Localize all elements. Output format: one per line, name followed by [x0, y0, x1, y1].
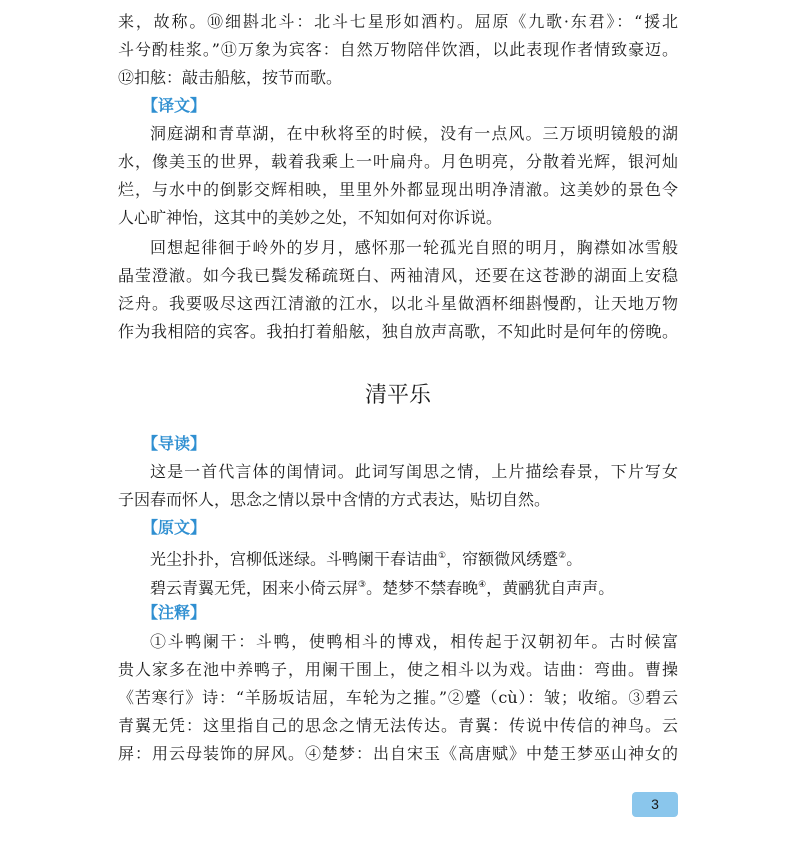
note-line: 青翼无凭：这里指自己的思念之情无法传达。青翼：传说中传信的神鸟。云	[118, 716, 678, 735]
notes-heading: 【注释】	[142, 603, 207, 622]
poem-verse-1	[150, 542, 582, 570]
translation-line: 回想起徘徊于岭外的岁月，感怀那一轮孤光自照的明月，胸襟如冰雪般	[150, 238, 678, 257]
translation-line: 洞庭湖和青草湖，在中秋将至的时候，没有一点风。三万顷明镜般的湖	[150, 124, 678, 143]
translation-heading: 【译文】	[142, 96, 207, 115]
translation-line: 晶莹澄澈。如今我已鬓发稀疏斑白、两袖清风，还要在这苍渺的湖面上安稳	[118, 266, 678, 285]
note-line: ①斗鸭阑干：斗鸭，使鸭相斗的博戏，相传起于汉朝初年。古时候富	[150, 632, 678, 651]
note-line: 屏：用云母装饰的屏风。④楚梦：出自宋玉《高唐赋》中楚王梦巫山神女的	[118, 744, 678, 763]
note-line: 《苦寒行》诗：“羊肠坂诘屈，车轮为之摧。”②蹙（cù）：皱；收缩。③碧云	[118, 688, 678, 707]
verse-text: 碧云青翼无凭，困来小倚云屏	[150, 578, 359, 598]
verse-text: ，帘额微风绣蹙	[446, 549, 559, 569]
guide-line: 这是一首代言体的闺情词。此词写闺思之情，上片描绘春景，下片写女	[150, 462, 678, 481]
verse-text: 光尘扑扑，宫柳低迷绿。斗鸭阑干春诘曲	[150, 549, 439, 569]
guide-heading: 【导读】	[142, 434, 207, 453]
note-line: 斗兮酌桂浆。”⑪万象为宾客：自然万物陪伴饮酒，以此表现作者情致豪迈。	[118, 40, 678, 59]
note-line: 来，故称。⑩细斟北斗：北斗七星形如酒杓。屈原《九歌·东君》：“援北	[118, 12, 678, 31]
footnote-mark: ④	[478, 580, 487, 590]
translation-line: 烂，与水中的倒影交辉相映，里里外外都显现出明净清澈。这美妙的景色令	[118, 180, 678, 199]
guide-line: 子因春而怀人，思念之情以景中含情的方式表达，贴切自然。	[118, 490, 551, 509]
verse-text: ，黄鹂犹自声声。	[486, 578, 615, 598]
translation-line: 人心旷神怡，这其中的美妙之处，不知如何对你诉说。	[118, 208, 503, 227]
footnote-mark: ③	[358, 580, 367, 590]
poem-verse-2	[150, 571, 614, 599]
translation-line: 作为我相陪的宾客。我拍打着船舷，独自放声高歌，不知此时是何年的傍晚。	[118, 322, 678, 341]
original-heading: 【原文】	[142, 518, 207, 537]
poem-title: 清平乐	[364, 383, 431, 408]
note-line: 贵人家多在池中养鸭子，用阑干围上，使之相斗以为戏。诘曲：弯曲。曹操	[118, 660, 678, 679]
footnote-mark: ①	[438, 551, 447, 561]
verse-text: 。楚梦不禁春晚	[366, 578, 479, 598]
translation-line: 水，像美玉的世界，载着我乘上一叶扁舟。月色明亮，分散着光辉，银河灿	[118, 152, 678, 171]
note-line: ⑫扣舷：敲击船舷，按节而歌。	[118, 68, 343, 87]
page-number: 3	[632, 792, 678, 817]
verse-text: 。	[566, 549, 583, 569]
footnote-mark: ②	[558, 551, 567, 561]
translation-line: 泛舟。我要吸尽这西江清澈的江水，以北斗星做酒杯细斟慢酌，让天地万物	[118, 294, 678, 313]
